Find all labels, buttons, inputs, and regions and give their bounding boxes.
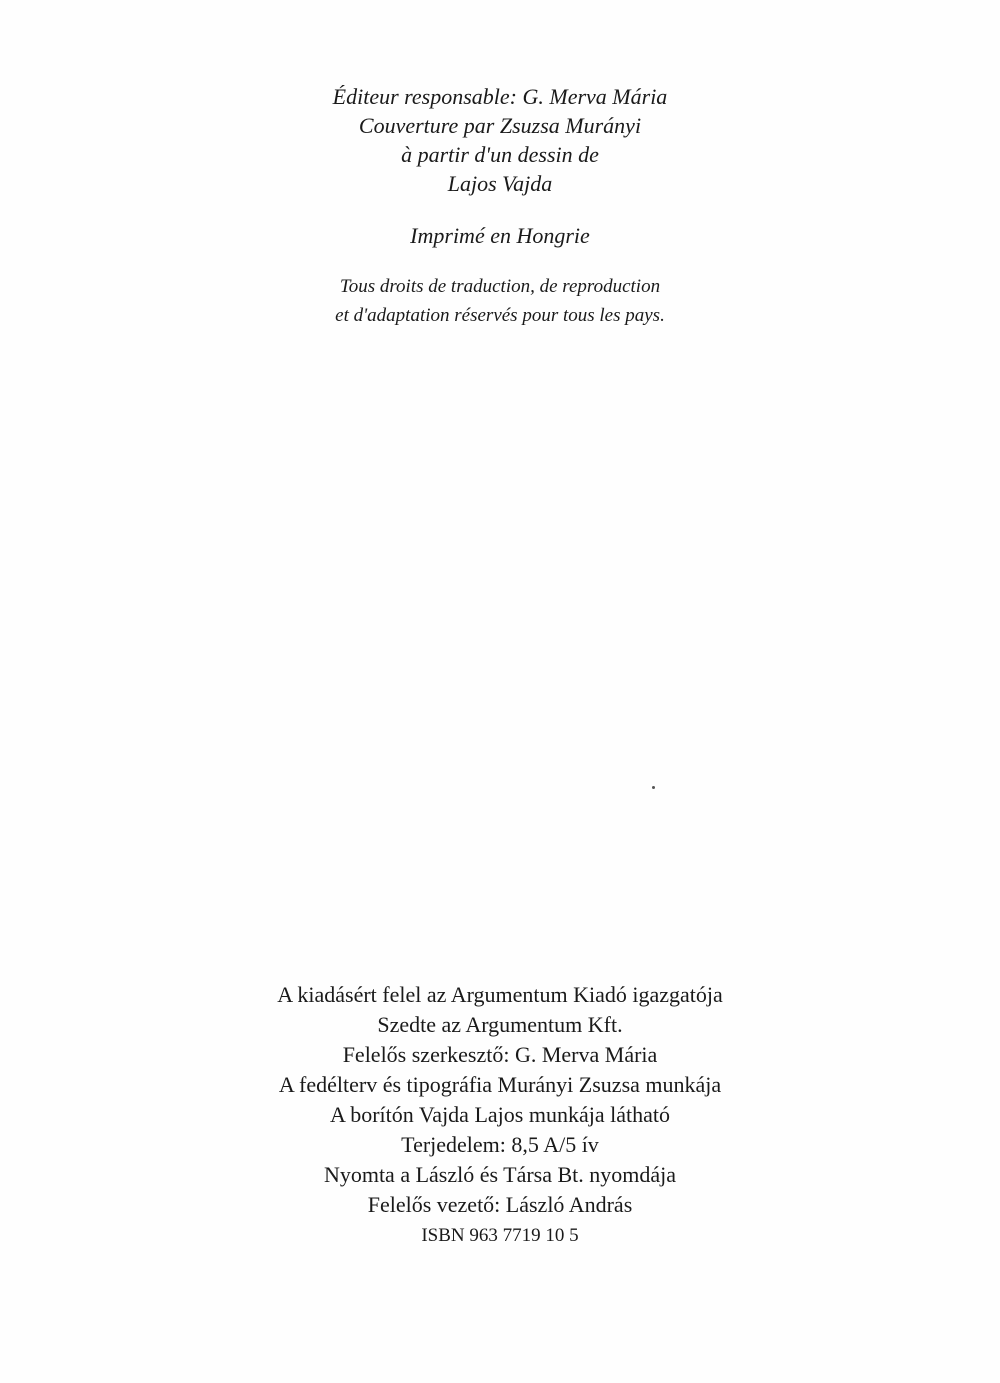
cover-credit: Couverture par Zsuzsa Murányi: [358, 113, 642, 138]
isbn: ISBN 963 7719 10 5: [421, 1225, 579, 1246]
rights-notice-line: Tous droits de traduction, de reproduction: [339, 276, 661, 297]
cover-artist-credit: Lajos Vajda: [447, 171, 553, 196]
hungarian-colophon: [0, 980, 1000, 1252]
editor-credit-hu: Felelős szerkesztő: G. Merva Mária: [342, 1042, 658, 1067]
cover-source-credit: à partir d'un dessin de: [401, 142, 599, 167]
extent-info: Terjedelem: 8,5 A/5 ív: [401, 1132, 599, 1157]
publisher-responsibility: A kiadásért felel az Argumentum Kiadó igazgatója: [277, 982, 723, 1007]
french-colophon: [0, 82, 1000, 330]
rights-notice-line: et d'adaptation réservés pour tous les pays.: [335, 305, 665, 326]
paper-speck: [652, 786, 655, 789]
printed-in-note: Imprimé en Hongrie: [410, 223, 590, 248]
printer-manager-credit: Felelős vezető: László András: [367, 1192, 633, 1217]
typesetting-credit: Szedte az Argumentum Kft.: [377, 1012, 623, 1037]
editor-credit: Éditeur responsable: G. Merva Mária: [332, 84, 668, 109]
cover-art-credit: A borítón Vajda Lajos munkája látható: [330, 1102, 670, 1127]
printer-credit: Nyomta a László és Társa Bt. nyomdája: [323, 1162, 677, 1187]
design-credit: A fedélterv és tipográfia Murányi Zsuzsa munkája: [278, 1072, 722, 1097]
